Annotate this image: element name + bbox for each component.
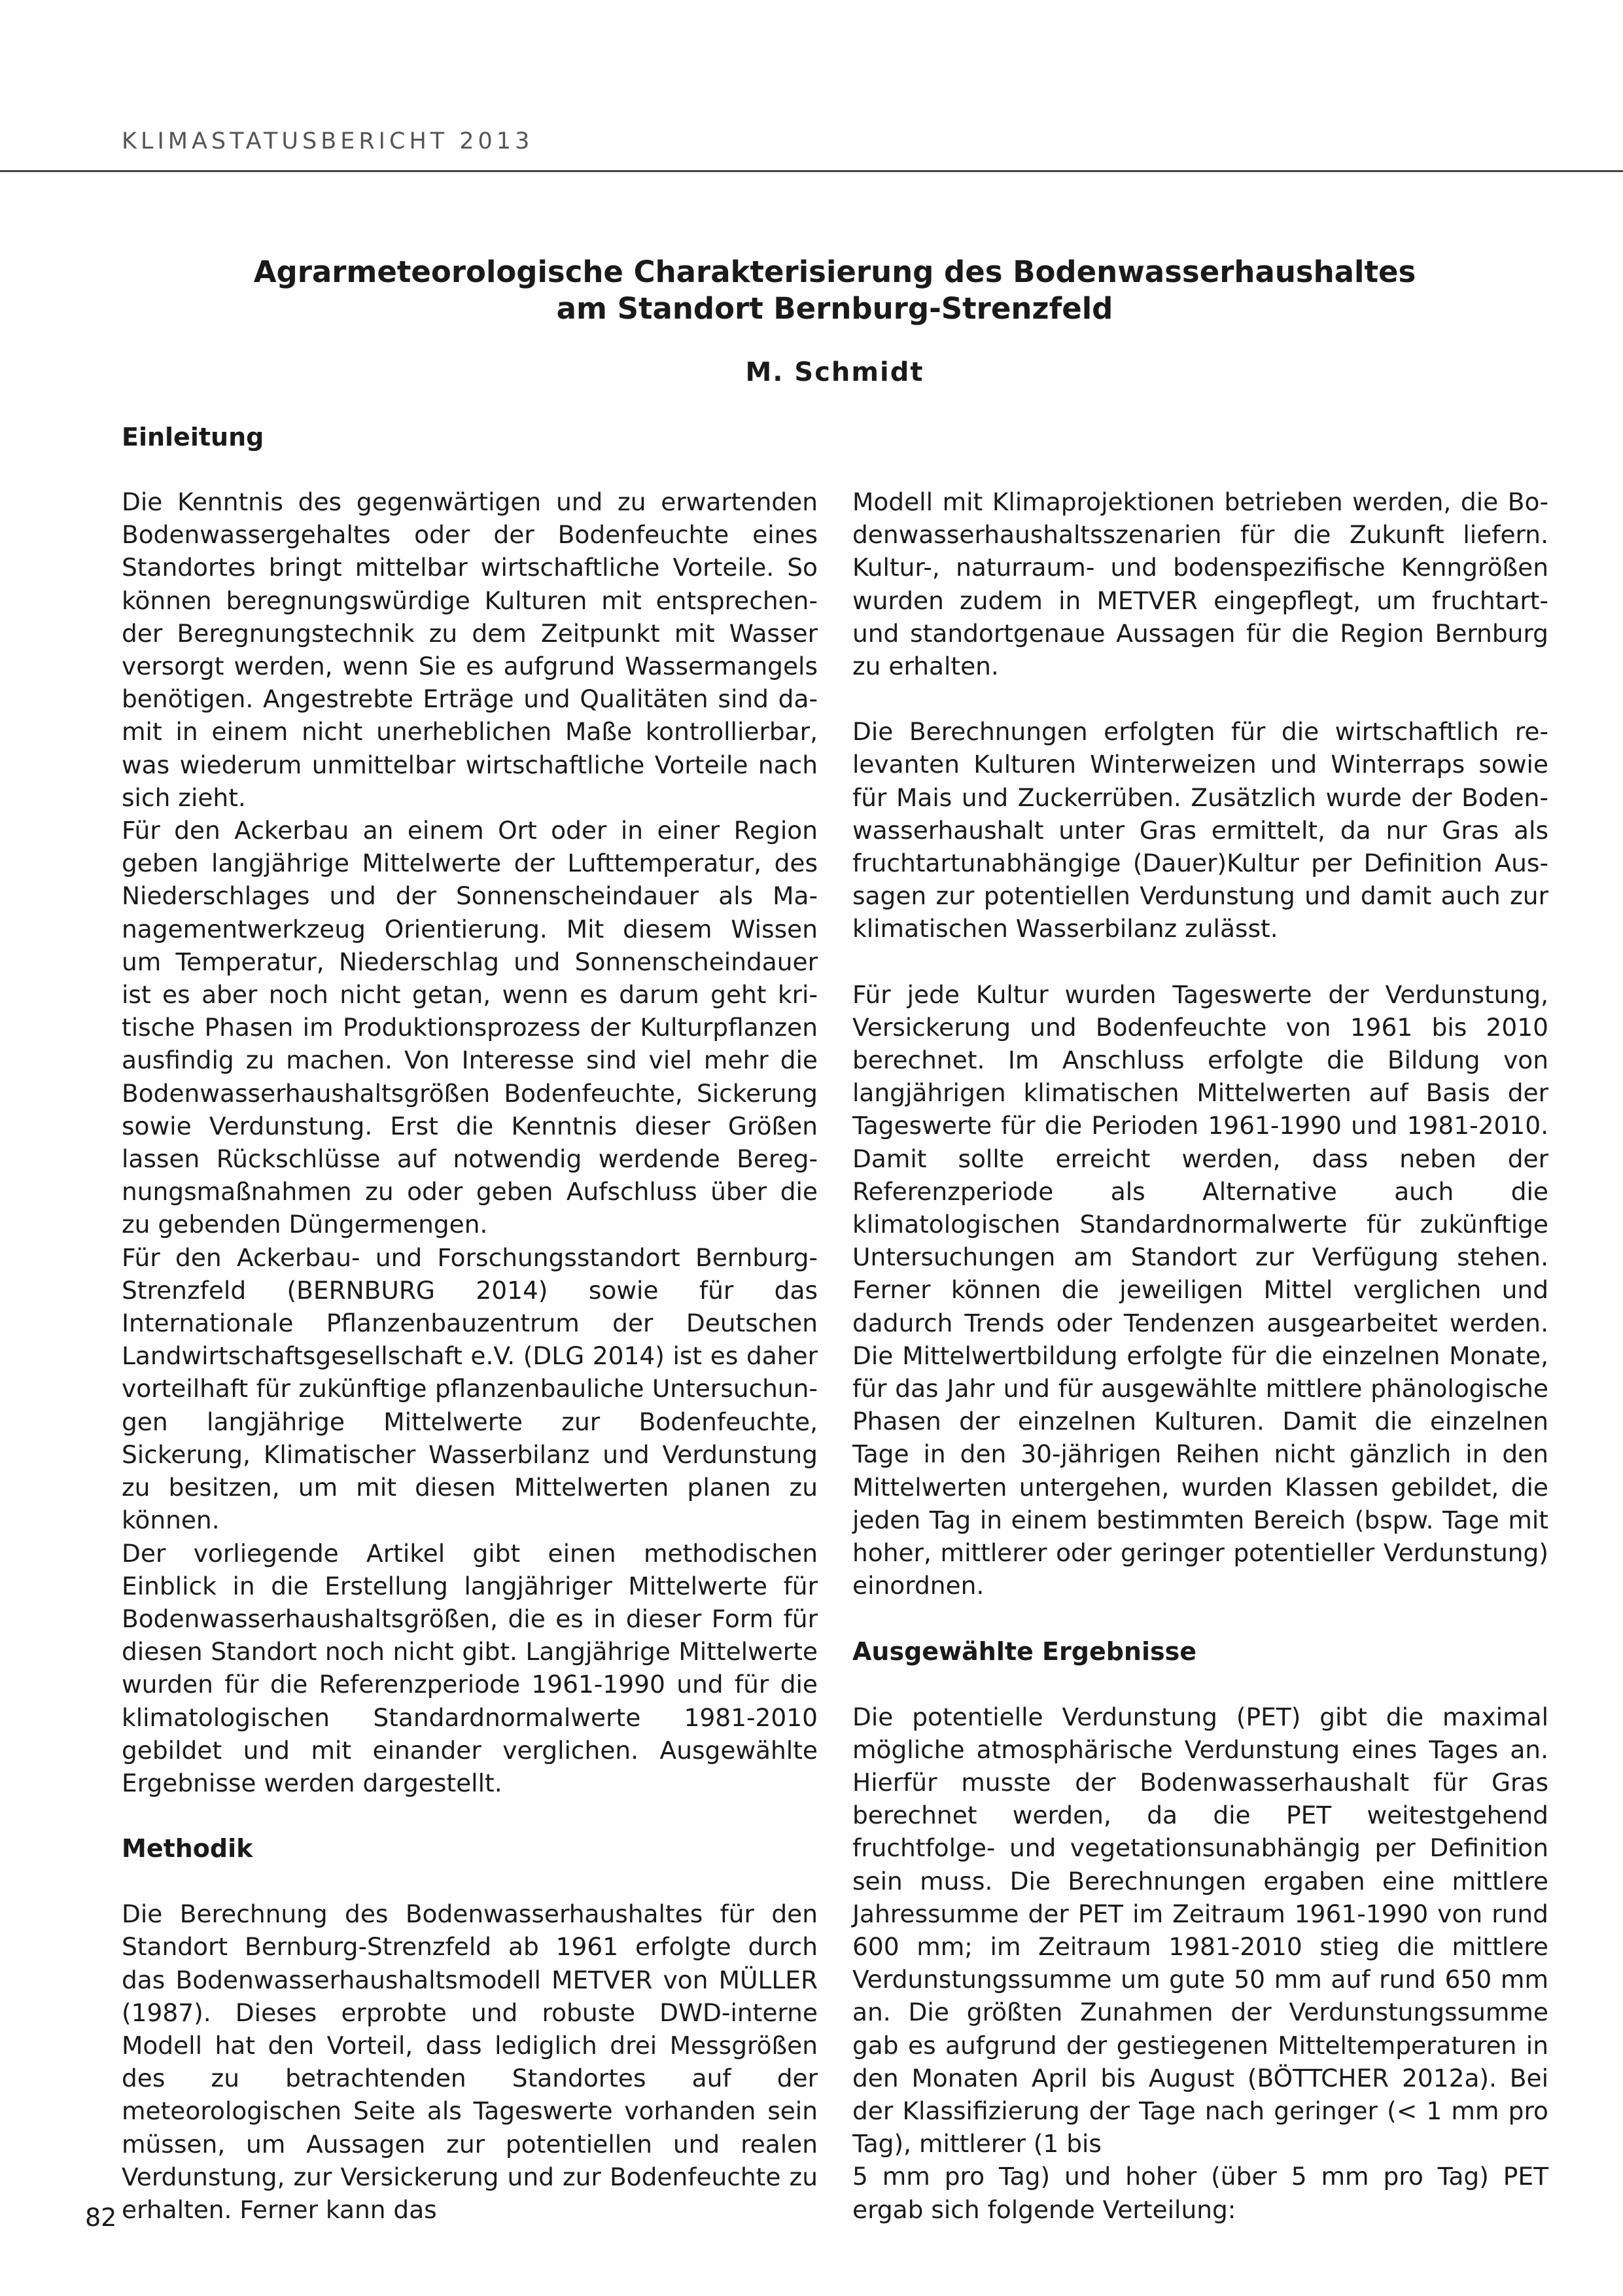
paragraph: Die Kenntnis des gegenwärtigen und zu erwartenden Bodenwassergehaltes oder der Bodenfeuchte eines Standortes bringt mittelbar wirtschaftliche Vorteile. So können beregnungswürdige Kulturen mit entsprechender Beregnungstechnik zu dem Zeitpunkt mit Wasser versorgt werden, wenn Sie es aufgrund Wassermangels benötigen. Angestrebte Erträge und Qualitäten sind damit in einem nicht unerheblichen Maße kontrollierbar, was wiederum unmittelbar wirtschaftliche Vorteile nach sich zieht.	[122, 487, 818, 812]
paragraph: Die Berechnungen erfolgten für die wirtschaftlich relevanten Kulturen Winterweizen und Winterraps sowie für Mais und Zuckerrüben. Zusätzlich wurde der Bodenwasserhaushalt unter Gras ermittelt, da nur Gras als fruchtartunabhängige (Dauer)Kultur per Definition Aussagen zur potentiellen Verdunstung und damit auch zur klimatischen Wasserbilanz zulässt.	[852, 717, 1548, 944]
article-title-line-1: Agrarmeteorologische Charakterisierung des Bodenwasserhaushaltes	[253, 255, 1416, 289]
section-heading-methodik: Methodik	[122, 1834, 253, 1863]
paragraph: Die potentielle Verdunstung (PET) gibt die maximal mögliche atmosphärische Verdunstung eines Tages an. Hierfür musste der Bodenwasserhaushalt für Gras berechnet werden, da die PET weitestgehend fruchtfolge- und vegetationsunabhängig per Definition sein muss. Die Berechnungen ergaben eine mittlere Jahressumme der PET im Zeitraum 1961-1990 von rund 600 mm; im Zeitraum 1981-2010 stieg die mittlere Verdunstungssumme um gute 50 mm auf rund 650 mm an. Die größten Zunahmen der Verdunstungssumme gab es aufgrund der gestiegenen Mitteltemperaturen in den Monaten April bis August (BÖTTCHER 2012a). Bei der Klassifizierung der Tage nach geringer (< 1 mm pro Tag), mittlerer (1 bis	[852, 1702, 1548, 2159]
header-rule	[0, 170, 1623, 172]
paragraph: Für jede Kultur wurden Tageswerte der Verdunstung, Versickerung und Bodenfeuchte von 1961 bis 2010 berechnet. Im Anschluss erfolgte die Bildung von langjährigen klimatischen Mittelwerten auf Basis der Tageswerte für die Perioden 1961-1990 und 1981-2010. Damit sollte erreicht werden, dass neben der Referenzperiode als Alternative auch die klimatologischen Standardnormalwerte für zukünftige Untersuchungen am Standort zur Verfügung stehen. Ferner können die jeweiligen Mittel verglichen und dadurch Trends oder Tendenzen ausgearbeitet werden. Die Mittelwertbildung erfolgte für die einzelnen Monate, für das Jahr und für ausgewählte mittlere phänologische Phasen der einzelnen Kulturen. Damit die einzelnen Tage in den 30-jährigen Reihen nicht gänzlich in den Mittelwerten untergehen, wurden Klassen gebildet, die jeden Tag in einem bestimmten Bereich (bspw. Tage mit hoher, mittlerer oder geringer potentieller Verdunstung) einordnen.	[852, 980, 1548, 1600]
paragraph: Der vorliegende Artikel gibt einen methodischen Einblick in die Erstellung langjähriger Mittelwerte für Bodenwasserhaushaltsgrößen, die es in dieser Form für diesen Standort noch nicht gibt. Langjährige Mittelwerte wurden für die Referenzperiode 1961-1990 und für die klimatologischen Standardnormalwerte 1981-2010 gebildet und mit einander verglichen. Ausgewählte Ergebnisse werden dargestellt.	[122, 1538, 818, 1797]
article-title-line-2: am Standort Bernburg-Strenzfeld	[556, 291, 1113, 326]
author-name: M. Schmidt	[745, 357, 924, 387]
section-heading-einleitung: Einleitung	[122, 423, 264, 451]
running-head: KLIMASTATUSBERICHT 2013	[122, 128, 534, 154]
paragraph: Die Berechnung des Bodenwasserhaushaltes für den Standort Bernburg-Strenzfeld ab 1961 erfolgte durch das Bodenwasserhaushaltsmodell METVER von MÜLLER (1987). Dieses erprobte und robuste DWD-interne Modell hat den Vorteil, dass lediglich drei Messgrößen des zu betrachtenden Standortes auf der meteorologischen Seite als Tageswerte vorhanden sein müssen, um Aussagen zur potentiellen und realen Verdunstung, zur Versickerung und zur Bodenfeuchte zu erhalten. Ferner kann das	[122, 1899, 818, 2224]
section-heading-ergebnisse: Ausgewählte Ergebnisse	[852, 1636, 1197, 1666]
article-title-block	[122, 254, 1548, 387]
paragraph: Für den Ackerbau- und Forschungsstandort Bernburg-Strenzfeld (BERNBURG 2014) sowie für das Internationale Pflanzenbauzentrum der Deutschen Landwirtschaftsgesellschaft e.V. (DLG 2014) ist es daher vorteilhaft für zukünftige pflanzenbauliche Untersuchungen langjährige Mittelwerte zur Bodenfeuchte, Sickerung, Klimatischer Wasserbilanz und Verdunstung zu besitzen, um mit diesen Mittelwerten planen zu können.	[122, 1243, 818, 1535]
section-heading-einleitung-wrap	[122, 421, 818, 453]
paragraph: Modell mit Klimaprojektionen betrieben werden, die Bodenwasserhaushaltsszenarien für die Zukunft liefern. Kultur-, naturraum- und bodenspezifische Kenngrößen wurden zudem in METVER eingepflegt, um fruchtart- und standortgenaue Aussagen für die Region Bernburg zu erhalten.	[852, 487, 1548, 681]
page-number: 82	[85, 2203, 117, 2232]
paragraph: 5 mm pro Tag) und hoher (über 5 mm pro Tag) PET ergab sich folgende Verteilung:	[852, 2162, 1548, 2224]
right-column	[852, 486, 1548, 2226]
left-column	[122, 486, 818, 2226]
paragraph: Für den Ackerbau an einem Ort oder in einer Region geben langjährige Mittelwerte der Lufttemperatur, des Niederschlages und der Sonnenscheindauer als Managementwerkzeug Orientierung. Mit diesem Wissen um Temperatur, Niederschlag und Sonnenscheindauer ist es aber noch nicht getan, wenn es darum geht kritische Phasen im Produktionsprozess der Kulturpflanzen ausfindig zu machen. Von Interesse sind viel mehr die Bodenwasserhaushaltsgrößen Bodenfeuchte, Sickerung sowie Verdunstung. Erst die Kenntnis dieser Größen lassen Rückschlüsse auf notwendig werdende Beregnungsmaßnahmen zu oder geben Aufschluss über die zu gebenden Düngermengen.	[122, 816, 818, 1239]
